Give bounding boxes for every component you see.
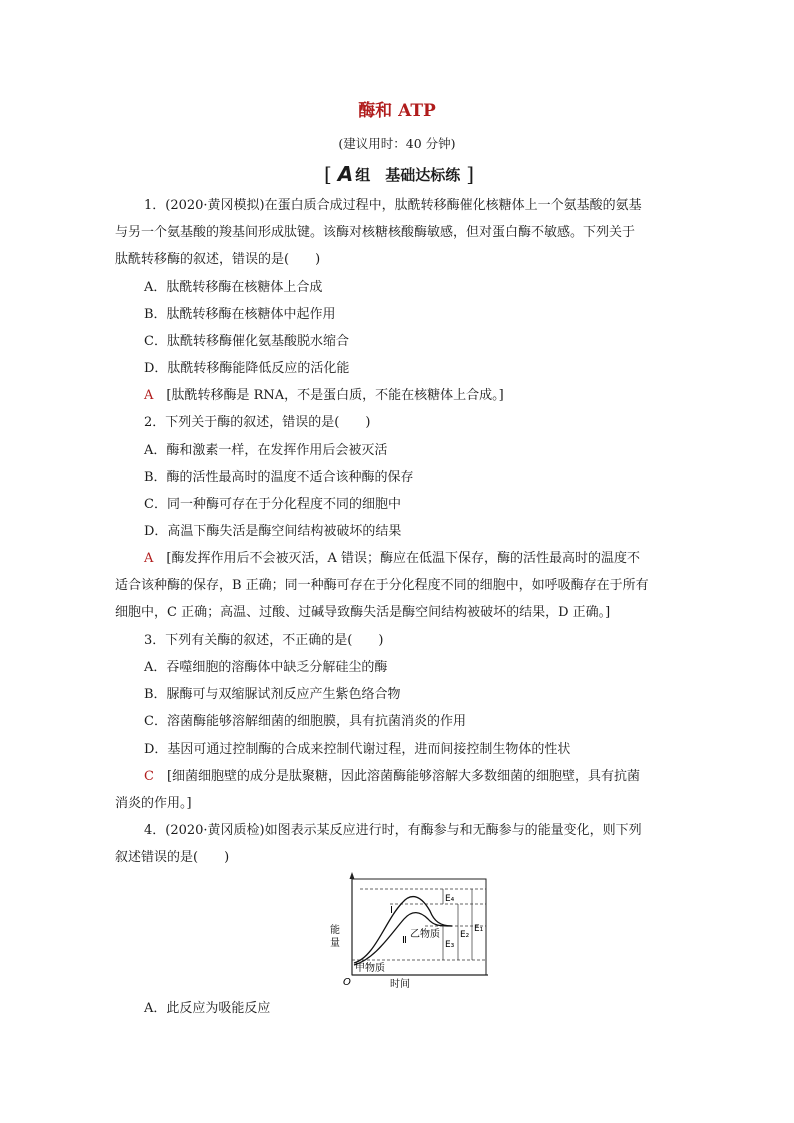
q2-option-c: C．同一种酶可存在于分化程度不同的细胞中 [144,497,401,512]
curve-ii-label: Ⅱ [402,935,407,946]
q1-stem-line-1: 1．(2020·黄冈模拟)在蛋白质合成过程中，肽酰转移酶催化核糖体上一个氨基酸的氨基 [144,198,642,213]
q2-stem-line-1: 2．下列关于酶的叙述，错误的是( ) [144,415,371,430]
q1-stem-line-3: 肽酰转移酶的叙述，错误的是( ) [115,252,321,267]
q3-explanation-line-2: 消炎的作用。] [115,796,192,811]
group-left-bracket: [ [323,162,332,186]
e1-label: E₁ [474,924,484,934]
q1-option-c: C．肽酰转移酶催化氨基酸脱水缩合 [144,334,349,349]
q3-option-a: A．吞噬细胞的溶酶体中缺乏分解硅尘的酶 [144,660,388,675]
q2-explanation-line-1: [酶发挥作用后不会被灭活，A 错误；酶应在低温下保存，酶的活性最高时的温度不 [166,551,640,566]
group-letter: A [337,162,354,186]
q3-option-c: C．溶菌酶能够溶解细菌的细胞膜，具有抗菌消炎的作用 [144,714,466,729]
e4-label: E₄ [445,894,455,904]
q3-answer-letter: C [144,769,154,784]
suggested-time: (建议用时：40 分钟) [338,136,456,151]
product-label: 乙物质 [410,929,440,940]
q1-answer-letter: A [144,388,154,403]
figure-frame [352,879,486,975]
q1-option-b: B．肽酰转移酶在核糖体中起作用 [144,307,336,322]
origin-label: O [343,977,351,988]
q2-answer-letter: A [144,551,154,566]
group-header [314,160,484,188]
q1-explanation: [肽酰转移酶是 RNA，不是蛋白质，不能在核糖体上合成。] [166,388,504,403]
group-title: 组 基础达标练 [355,165,461,184]
q2-option-a: A．酶和激素一样，在发挥作用后会被灭活 [144,443,388,458]
e3-label: E₃ [445,940,455,950]
q3-explanation-line-1: [细菌细胞壁的成分是肽聚糖，因此溶菌酶能够溶解大多数细菌的细胞壁，具有抗菌 [166,769,641,784]
q4-stem-line-1: 4．(2020·黄冈质检)如图表示某反应进行时，有酶参与和无酶参与的能量变化，则下列 [144,823,642,838]
q2-explanation-line-2: 适合该种酶的保存，B 正确；同一种酶可存在于分化程度不同的细胞中，如呼吸酶存在于所有 [115,578,649,593]
q1-stem-line-2: 与另一个氨基酸的羧基间形成肽键。该酶对核糖核酸酶敏感，但对蛋白酶不敏感。下列关于 [115,225,636,240]
y-label-2: 量 [330,938,340,949]
q2-explanation-line-3: 细胞中，C 正确；高温、过酸、过碱导致酶失活是酶空间结构被破坏的结果，D 正确。] [115,605,611,620]
y-label-1: 能 [330,925,340,936]
q3-option-b: B．脲酶可与双缩脲试剂反应产生紫色络合物 [144,687,401,702]
reactant-label: 甲物质 [355,963,385,974]
q1-option-d: D．肽酰转移酶能降低反应的活化能 [144,361,350,376]
q2-answer [144,549,724,569]
page-title: 酶和 ATP [358,101,436,121]
energy-diagram [330,871,490,991]
q2-option-d: D．高温下酶失活是酶空间结构被破坏的结果 [144,524,402,539]
group-right-bracket: ] [466,162,475,186]
q1-option-a: A．肽酰转移酶在核糖体上合成 [144,280,323,295]
x-label: 时间 [390,979,410,990]
q2-option-b: B．酶的活性最高时的温度不适合该种酶的保存 [144,470,414,485]
q3-option-d: D．基因可通过控制酶的合成来控制代谢过程，进而间接控制生物体的性状 [144,742,571,757]
q4-option-a: A．此反应为吸能反应 [144,1001,271,1016]
q3-answer [144,767,724,787]
e2-label: E₂ [460,930,470,940]
q4-stem-line-2: 叙述错误的是( ) [115,850,230,865]
q1-answer [144,386,724,406]
y-axis-arrow-icon [350,872,355,879]
curve-i-label: Ⅰ [390,905,393,916]
q3-stem-line-1: 3．下列有关酶的叙述，不正确的是( ) [144,633,384,648]
